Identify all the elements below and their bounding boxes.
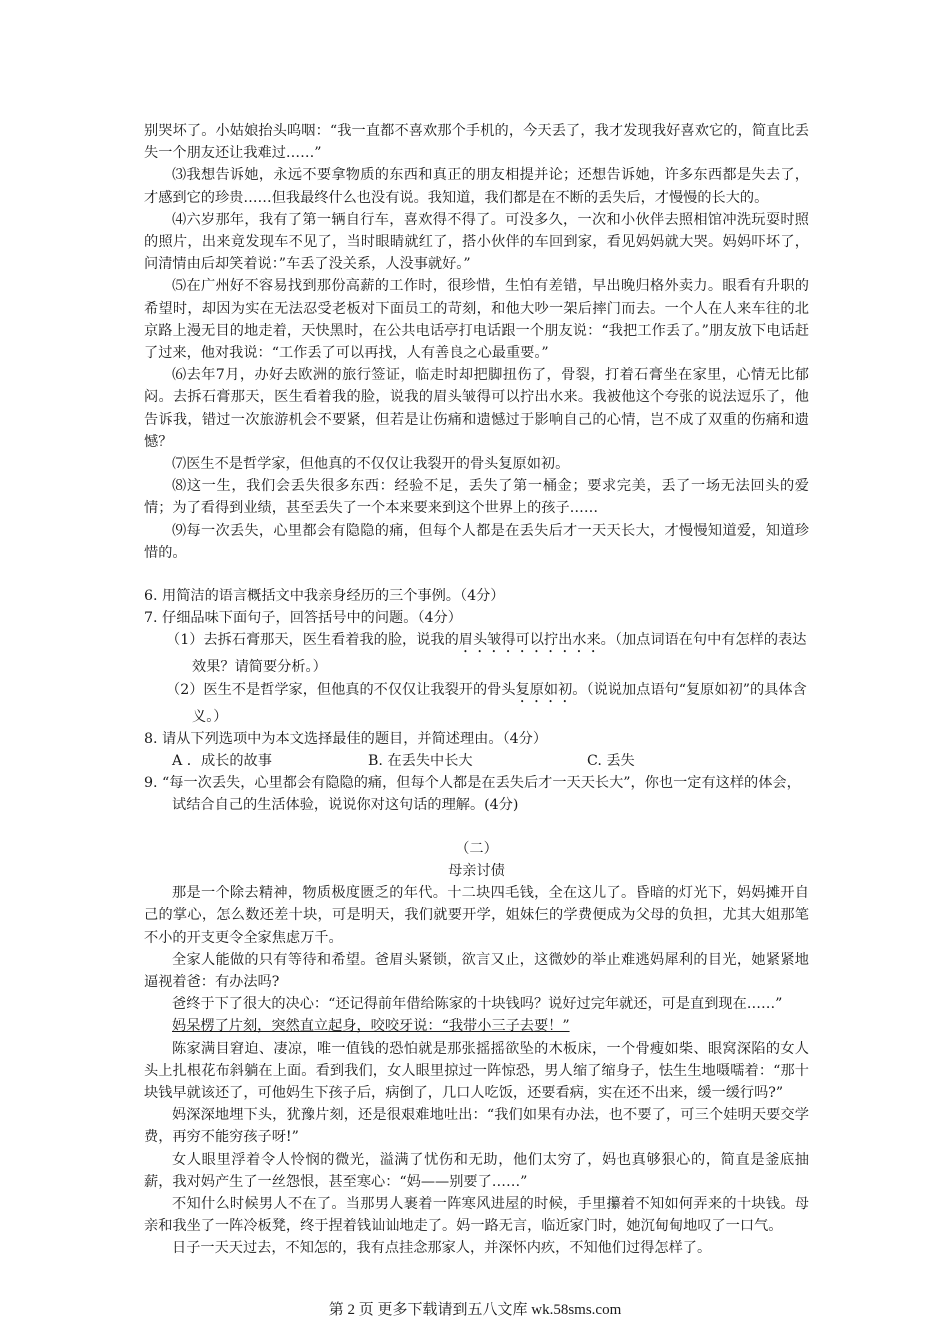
q7-1-text-a: （1）去拆石膏那天，医生看着我的脸，说我的 [166, 632, 459, 649]
q7-2-text-b: 。（说说加点语句“复原如初”的具体含义。） [192, 681, 807, 725]
spacer [144, 564, 809, 585]
section-number: （二） [455, 840, 498, 857]
article2-paragraph-5: 陈家满目窘迫、凄凉，唯一值钱的恐怕就是那张摇摇欲坠的木板床，一个骨瘦如柴、眼窝深陷的女人头上扎根花布斜躺在上面。看到我们，女人眼里掠过一阵惊恐，男人缩了缩身子，怯生生地嗫嚅着：“那十块钱早就该还了，可他妈生下孩子后，病倒了，几口人吃饭，还要看病，实在还不出来，缓一缓行吗?” [144, 1040, 809, 1101]
q7-1-text-b: 。（加点词语在句中有怎样的表达效果？请简要分析。） [192, 632, 807, 676]
article2-paragraph-9: 日子一天天过去，不知怎的，我有点挂念那家人，并深怀内疚，不知他们过得怎样了。 [172, 1240, 712, 1257]
article2-paragraph-8: 不知什么时候男人不在了。当那男人裹着一阵寒风进屋的时候，手里攥着不知如何弄来的十块钱。母亲和我坐了一阵冷板凳，终于捏着钱讪讪地走了。妈一路无言，临近家门时，她沉甸甸地叹了一口气。 [144, 1195, 809, 1235]
article2-paragraph-6: 妈深深地埋下头，犹豫片刻，还是很艰难地吐出：“我们如果有办法，也不要了，可三个娃明天要交学费，再穷不能穷孩子呀!” [144, 1107, 809, 1146]
q7-2-text-a: （2）医生不是哲学家，但他真的不仅仅让我裂开的骨头 [166, 681, 516, 698]
q7-2-dotted-phrase: 复原如初 [515, 681, 573, 698]
paragraph-6: ⑹去年7月，办好去欧洲的旅行签证，临走时却把脚扭伤了，骨裂，打着石膏坐在家里，心情无比郁闷。去拆石膏那天，医生看着我的脸，说我的眉头皱得可以拧出水来。我被他这个夸张的说法逗乐了，他告诉我，错过一次旅游机会不要紧，但若是让伤痛和遗憾过于影响自己的心情，岂不成了双重的伤痛和遗憾？ [144, 367, 809, 450]
option-a: A ．成长的故事 [172, 753, 272, 770]
q7-1-dotted-phrase: 眉头皱得可以拧出水来 [458, 632, 601, 649]
page-footer: 第 2 页 更多下载请到五八文库 wk.58sms.com [328, 1302, 622, 1318]
option-c: C. 丢失 [587, 753, 635, 770]
document-page [144, 120, 809, 1260]
article2-paragraph-3: 爸终于下了很大的决心：“还记得前年借给陈家的十块钱吗？说好过完年就还，可是直到现在……” [172, 996, 783, 1013]
article-two [144, 838, 809, 1260]
article-title: 母亲讨债 [448, 862, 505, 879]
question-7-part-2 [144, 679, 809, 728]
article2-paragraph-7: 女人眼里浮着令人怜悯的微光，溢满了忧伤和无助，他们太穷了，妈也真够狠心的，简直是釜底抽薪，我对妈产生了一丝怨恨，甚至寒心：“妈——别要了……” [144, 1151, 809, 1190]
article-one [144, 120, 809, 564]
paragraph-4: ⑷六岁那年，我有了第一辆自行车，喜欢得不得了。可没多久，一次和小伙伴去照相馆冲洗玩耍时照的照片，出来竟发现车不见了，当时眼睛就红了，搭小伙伴的车回到家，看见妈妈就大哭。妈妈吓坏了，问清情由后却笑着说：”车丢了没关系，人没事就好。” [144, 211, 809, 273]
underlined-sentence: 妈呆楞了片刻，突然直立起身，咬咬牙说：“我带小三子去要！” [172, 1018, 570, 1035]
paragraph-7: ⑺医生不是哲学家，但他真的不仅仅让我裂开的骨头复原如初。 [172, 456, 570, 473]
article2-paragraph-2: 全家人能做的只有等待和希望。爸眉头紧锁，欲言又止，这微妙的举止难逃妈犀利的目光，她紧紧地逼视着爸：有办法吗? [144, 951, 809, 990]
paragraph-5: ⑸在广州好不容易找到那份高薪的工作时，很珍惜，生怕有差错，早出晚归格外卖力。眼看有升职的希望时，却因为实在无法忍受老板对下面员工的苛刻，和他大吵一架后摔门而去。一个人在人来车往的北京路上漫无目的地走着，天快黑时，在公共电话亭打电话跟一个朋友说：“我把工作丢了。”朋友放下电话赶了过来，他对我说：“工作丢了可以再找，人有善良之心最重要。” [144, 278, 809, 362]
paragraph-continued: 别哭坏了。小姑娘抬头呜咽：“我一直都不喜欢那个手机的，今天丢了，我才发现我好喜欢它的，简直比丢失一个朋友还让我难过……” [144, 123, 809, 162]
paragraph-9: ⑼每一次丢失，心里都会有隐隐的痛，但每个人都是在丢失后才一天天长大，才慢慢知道爱，知道珍惜的。 [144, 522, 809, 561]
question-8: 8. 请从下列选项中为本文选择最佳的题目，并简述理由。（4分） [144, 730, 548, 747]
article2-paragraph-4-underlined [144, 1015, 809, 1037]
question-6: 6. 用简洁的语言概括文中我亲身经历的三个事例。（4分） [144, 588, 505, 605]
question-7-part-1 [144, 629, 809, 678]
question-9: 9. “每一次丢失，心里都会有隐隐的痛，但每个人都是在丢失后才一天天长大”，你也一定有这样的体会，试结合自己的生活体验，说说你对这句话的理解。(4分) [144, 775, 801, 814]
question-8-options [144, 750, 809, 772]
question-7: 7. 仔细品味下面句子，回答括号中的问题。（4分） [144, 610, 462, 627]
paragraph-3: ⑶我想告诉她，永远不要拿物质的东西和真正的朋友相提并论；还想告诉她，许多东西都是失去了，才感到它的珍贵……但我最终什么也没有说。我知道，我们都是在不断的丢失后，才慢慢的长大的。 [144, 167, 809, 206]
questions-block [144, 585, 809, 817]
paragraph-8: ⑻这一生，我们会丢失很多东西：经验不足，丢失了第一桶金；要求完美，丢了一场无法回头的爱情；为了看得到业绩，甚至丢失了一个本来要来到这个世界上的孩子…… [144, 478, 809, 517]
spacer [144, 817, 809, 838]
article2-paragraph-1: 那是一个除去精神，物质极度匮乏的年代。十二块四毛钱，全在这儿了。昏暗的灯光下，妈妈摊开自己的掌心，怎么数还差十块，可是明天，我们就要开学，姐妹仨的学费便成为父母的负担，尤其大姐那笔不小的开支更令全家焦虑万千。 [144, 885, 809, 946]
option-b: B. 在丢失中长大 [368, 753, 473, 770]
